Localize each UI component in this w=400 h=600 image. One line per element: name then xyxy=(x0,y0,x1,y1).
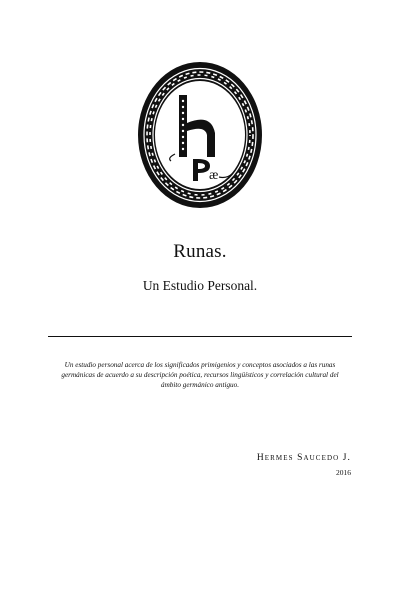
document-title: Runas. xyxy=(173,241,227,262)
document-subtitle: Un Estudio Personal. xyxy=(142,278,258,293)
svg-text:æ: æ xyxy=(209,168,219,183)
publication-year: 2016 xyxy=(336,468,351,477)
celtic-knot-seal-icon xyxy=(137,61,263,209)
abstract-text: Un estudio personal acerca de los significados primigenios y conceptos asociados a las runas germánicas de acuerdo a su descripción poética, recursos lingüísticos y correlación cultural del ámbito germánico antiguo. xyxy=(61,361,339,389)
author-name: Hermes Saucedo J. xyxy=(256,453,351,463)
horizontal-rule xyxy=(48,336,352,337)
